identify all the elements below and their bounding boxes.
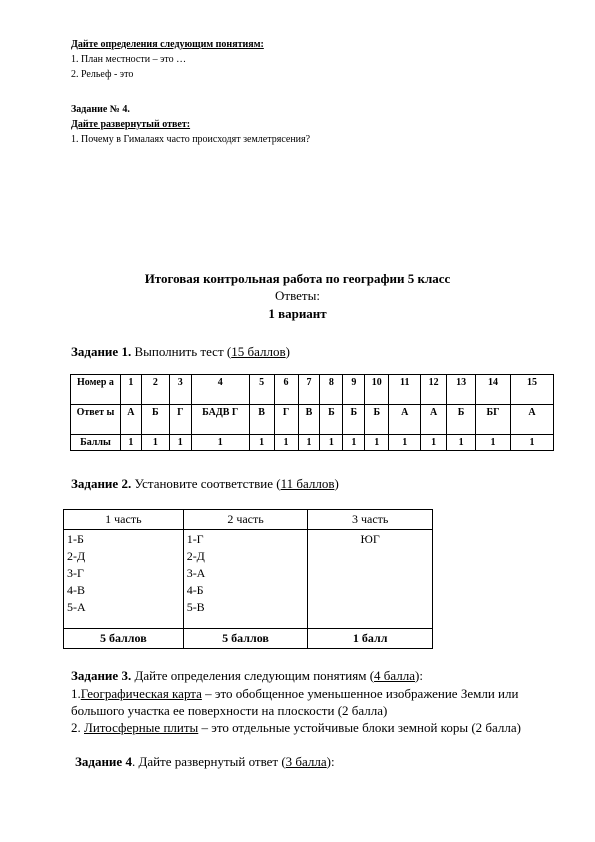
table-row: [64, 510, 433, 530]
task1-text: Выполнить тест (: [131, 344, 232, 359]
list-item: 3-Г: [67, 566, 84, 580]
list-item: 2-Д: [67, 549, 86, 563]
list-item: ЮГ: [360, 532, 380, 546]
footer-score-2: 5 баллов: [183, 629, 308, 649]
answer-cell: В: [249, 405, 274, 435]
number-cell: 12: [421, 375, 447, 405]
number-cell: 15: [511, 375, 554, 405]
task1-heading: [71, 343, 290, 360]
number-cell: 9: [343, 375, 365, 405]
list-item: 5-А: [67, 600, 86, 614]
score-cell: 1: [298, 435, 320, 451]
definition-2-text: – это отдельные устойчивые блоки земной коры (2 балла): [198, 720, 521, 735]
list-item: 5-В: [186, 600, 205, 614]
definitions-heading: Дайте определения следующим понятиям:: [71, 39, 264, 50]
variant-label: 1 вариант: [268, 306, 327, 321]
part1-cell: [64, 530, 184, 629]
col-header-2: 2 часть: [183, 510, 308, 530]
task2-heading: [71, 475, 339, 492]
footer-score-1: 5 баллов: [64, 629, 184, 649]
score-cell: 1: [141, 435, 169, 451]
score-cell: 1: [365, 435, 389, 451]
definition-1-term: Географическая карта: [80, 686, 202, 701]
footer-score-3: 1 балл: [308, 629, 433, 649]
answer-cell: Г: [274, 405, 298, 435]
task4-label: Задание № 4.: [71, 104, 130, 115]
number-cell: 4: [191, 375, 249, 405]
task2-text: Установите соответствие (: [131, 476, 281, 491]
definition-2-number: 2.: [71, 720, 84, 735]
col-header-1: 1 часть: [64, 510, 184, 530]
answer-cell: Б: [141, 405, 169, 435]
answer-cell: Б: [365, 405, 389, 435]
answer-cell: А: [120, 405, 141, 435]
task4-answer-close: ):: [326, 754, 335, 769]
definition-item-1: 1. План местности – это …: [71, 54, 187, 65]
list-item: 4-В: [67, 583, 85, 597]
task2-label: Задание 2.: [71, 476, 132, 491]
number-cell: 5: [249, 375, 274, 405]
score-cell: 1: [447, 435, 476, 451]
definition-1-text: – это обобщенное уменьшенное изображение Земли или большого участка ее поверхности на плоскости (2 балла): [71, 686, 519, 718]
answer-cell: А: [511, 405, 554, 435]
number-cell: 8: [320, 375, 343, 405]
task4-answer-text: . Дайте развернутый ответ (: [131, 754, 286, 769]
definition-item-2: 2. Рельеф - это: [71, 69, 134, 80]
answers-subtitle: Ответы:: [275, 288, 320, 303]
score-cell: 1: [343, 435, 365, 451]
number-cell: 13: [447, 375, 476, 405]
number-cell: 2: [141, 375, 169, 405]
score-cell: 1: [120, 435, 141, 451]
answer-cell: БАДВ Г: [191, 405, 249, 435]
table-row: [71, 405, 554, 435]
table-row: [64, 530, 433, 629]
task2-close: ): [334, 476, 339, 491]
definition-1-number: 1.: [71, 686, 81, 701]
list-item: 3-А: [186, 566, 206, 580]
score-cell: 1: [169, 435, 191, 451]
number-cell: 3: [169, 375, 191, 405]
list-item: 2-Д: [186, 549, 205, 563]
col-header-3: 3 часть: [308, 510, 433, 530]
row-label-answers: Ответ ы: [71, 405, 121, 435]
task2-points: 11 баллов: [280, 476, 335, 491]
row-label-scores: Баллы: [71, 435, 121, 451]
number-cell: 6: [274, 375, 298, 405]
score-cell: 1: [511, 435, 554, 451]
number-cell: 11: [389, 375, 421, 405]
part3-cell: [308, 530, 433, 629]
task1-points: 15 баллов: [231, 344, 286, 359]
answer-cell: Б: [447, 405, 476, 435]
task4-answer-points: 3 балла: [285, 754, 327, 769]
definition-2-term: Литосферные плиты: [84, 720, 199, 735]
answer-cell: БГ: [476, 405, 511, 435]
task3-heading: [71, 667, 423, 684]
page-title: Итоговая контрольная работа по географии 5 класс: [144, 271, 451, 286]
answer-cell: А: [421, 405, 447, 435]
test-answers-table: [70, 374, 554, 451]
answer-cell: А: [389, 405, 421, 435]
score-cell: 1: [274, 435, 298, 451]
task4-question: 1. Почему в Гималаях часто происходят землетрясения?: [71, 134, 311, 145]
task4-answer-label: Задание 4: [75, 754, 132, 769]
score-cell: 1: [389, 435, 421, 451]
number-cell: 14: [476, 375, 511, 405]
definition-1: [71, 685, 551, 719]
list-item: 1-Б: [67, 532, 84, 546]
table-row: [71, 375, 554, 405]
answer-cell: Б: [343, 405, 365, 435]
part2-cell: [183, 530, 308, 629]
task3-text: Дайте определения следующим понятиям (: [131, 668, 375, 683]
task1-label: Задание 1.: [71, 344, 132, 359]
task3-close: ):: [415, 668, 423, 683]
task4-instruction: Дайте развернутый ответ:: [71, 119, 191, 130]
task4-answer-heading: [75, 753, 335, 770]
answer-cell: Б: [320, 405, 343, 435]
score-cell: 1: [249, 435, 274, 451]
task1-close: ): [285, 344, 290, 359]
table-row: [71, 435, 554, 451]
score-cell: 1: [320, 435, 343, 451]
number-cell: 1: [120, 375, 141, 405]
list-item: 1-Г: [186, 532, 204, 546]
list-item: 4-Б: [186, 583, 204, 597]
answer-cell: В: [298, 405, 320, 435]
score-cell: 1: [191, 435, 249, 451]
number-cell: 7: [298, 375, 320, 405]
answer-cell: Г: [169, 405, 191, 435]
number-cell: 10: [365, 375, 389, 405]
row-label-number: Номер а: [71, 375, 121, 405]
score-cell: 1: [476, 435, 511, 451]
matching-table: [63, 509, 433, 649]
score-cell: 1: [421, 435, 447, 451]
definition-2: [71, 719, 541, 736]
task3-points: 4 балла: [374, 668, 416, 683]
task3-label: Задание 3.: [71, 668, 132, 683]
table-row: [64, 629, 433, 649]
